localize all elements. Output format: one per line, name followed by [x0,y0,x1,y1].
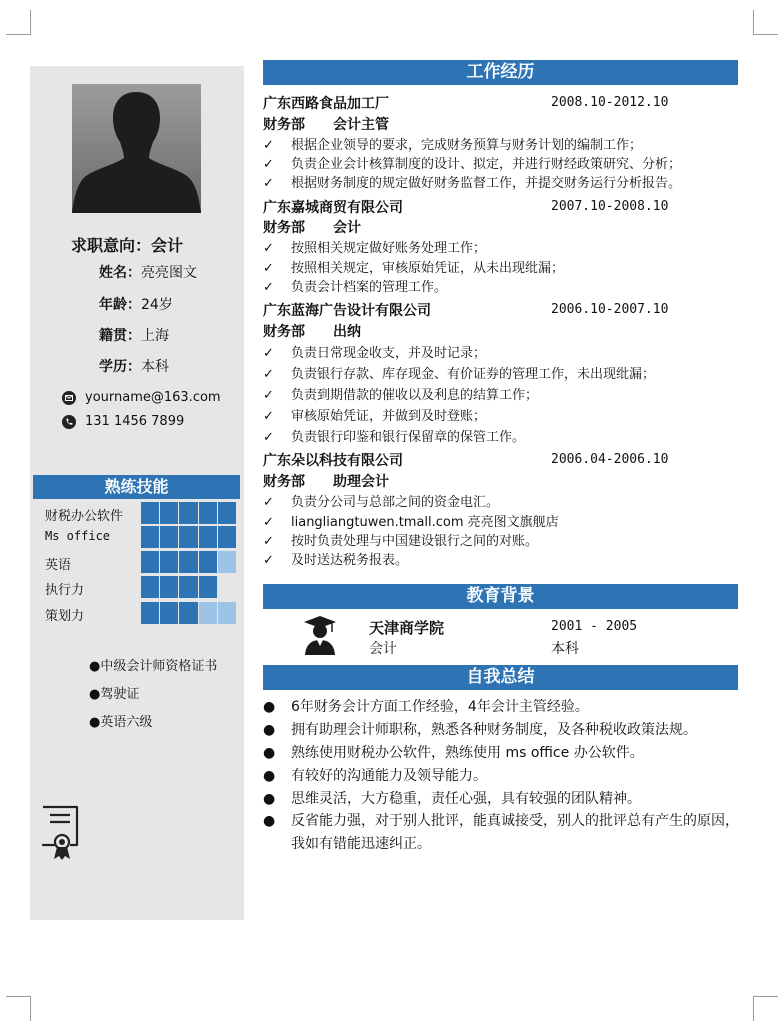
education-major: 会计 [369,641,397,657]
summary-item: ● 熟练使用财税办公软件，熟练使用 ms office 办公软件。 [263,742,743,765]
info-age: 年龄：24岁 [99,297,173,313]
check-icon: ✓ [263,388,274,403]
check-icon: ✓ [263,261,274,276]
profile-photo [72,84,201,213]
graduate-icon [302,615,338,655]
check-icon: ✓ [263,346,274,361]
check-icon: ✓ [263,138,274,153]
duty-item: ✓ 负责企业会计核算制度的设计、拟定，并进行财经政策研究、分析； [263,157,682,172]
check-icon: ✓ [263,409,274,424]
bullet-icon: ● [263,722,276,738]
duty-item: ✓ 按时负责处理与中国建设银行之间的对账。 [263,534,539,549]
skill-level-bar [141,602,237,624]
skill-level-bar [141,551,237,573]
bullet-icon: ● [263,768,276,784]
skill-name: 执行力 [45,583,85,598]
check-icon: ✓ [263,176,274,191]
crop-mark-bottom-right [753,996,778,1021]
job-intent: 求职意向：会计 [71,236,184,255]
info-education: 学历：本科 [99,359,169,375]
company-name: 广东蓝海广告设计有限公司 [263,303,431,319]
skill-name: 英语 [45,558,72,573]
summary-item: ● 6年财务会计方面工作经验，4年会计主管经验。 [263,696,743,719]
summary-item: ● 有较好的沟通能力及领导能力。 [263,765,743,788]
job-role: 财务部 助理会计 [263,474,389,490]
check-icon: ✓ [263,515,274,530]
summary-item: ● 思维灵活，大方稳重，责任心强，具有较强的团队精神。 [263,788,743,811]
skill-level-bar [141,502,237,524]
summary-item: ● 拥有助理会计师职称，熟悉各种财务制度，及各种税收政策法规。 [263,719,743,742]
skill-level-bar [141,526,237,548]
check-icon: ✓ [263,157,274,172]
duty-item: ✓ 负责分公司与总部之间的资金电汇。 [263,495,500,510]
bullet-icon: ● [263,745,276,761]
education-degree: 本科 [551,641,579,657]
duty-item: ✓ 负责到期借款的催收以及利息的结算工作； [263,388,539,403]
check-icon: ✓ [263,241,274,256]
job-period: 2006.10-2007.10 [551,302,669,317]
company-name: 广东朵以科技有限公司 [263,453,403,469]
job-role: 财务部 会计 [263,220,361,236]
certificate-icon [40,805,80,861]
duty-item: ✓ 及时送达税务报表。 [263,553,409,568]
person-silhouette-icon [72,84,201,213]
phone-icon [62,415,76,429]
summary-header: 自我总结 [263,665,738,690]
check-icon: ✓ [263,553,274,568]
skill-row [33,525,240,549]
skill-row [33,601,240,625]
duty-item: ✓ 负责会计档案的管理工作。 [263,280,448,295]
company-name: 广东嘉城商贸有限公司 [263,200,403,216]
job-role: 财务部 会计主管 [263,117,389,133]
skills-header: 熟练技能 [33,475,240,499]
check-icon: ✓ [263,534,274,549]
bullet-icon: ● [263,813,276,829]
skill-row [33,550,240,574]
skill-name: Ms office [45,529,111,543]
certificate-item: ●英语六级 [89,715,153,730]
contact-email: yourname@163.com [62,390,221,405]
skill-name: 财税办公软件 [45,509,124,524]
info-name: 姓名：亮亮图文 [99,265,197,281]
check-icon: ✓ [263,495,274,510]
education-years: 2001 - 2005 [551,619,638,634]
email-icon [62,391,76,405]
job-period: 2007.10-2008.10 [551,199,669,214]
skill-row [33,501,240,525]
school-name: 天津商学院 [369,619,445,637]
duty-item: ✓ 根据财务制度的规定做好财务监督工作，并提交财务运行分析报告。 [263,176,682,191]
work-header: 工作经历 [263,60,738,85]
job-role: 财务部 出纳 [263,324,361,340]
duty-item: ✓ 负责银行印鉴和银行保留章的保管工作。 [263,430,526,445]
crop-mark-top-right [753,10,778,35]
check-icon: ✓ [263,430,274,445]
duty-item: ✓ 按照相关规定，审核原始凭证，从未出现纰漏； [263,261,565,276]
skill-row [33,575,240,599]
duty-item: ✓ 根据企业领导的要求，完成财务预算与财务计划的编制工作； [263,138,643,153]
bullet-icon: ● [263,791,276,807]
check-icon: ✓ [263,280,274,295]
job-period: 2008.10-2012.10 [551,95,669,110]
certificate-item: ●中级会计师资格证书 [89,659,218,674]
skill-level-bar [141,576,237,598]
summary-item: ● 反省能力强，对于别人批评，能真诚接受，别人的批评总有产生的原因，我如有错能迅速纠正。 [263,810,743,856]
company-name: 广东西路食品加工厂 [263,96,389,112]
duty-item: ✓ 负责日常现金收支，并及时记录； [263,346,487,361]
info-hometown: 籍贯：上海 [99,328,169,344]
job-period: 2006.04-2006.10 [551,452,669,467]
crop-mark-bottom-left [6,996,31,1021]
skill-name: 策划力 [45,609,85,624]
duty-item: ✓ liangliangtuwen.tmall.com 亮亮图文旗舰店 [263,515,559,530]
check-icon: ✓ [263,367,274,382]
duty-item: ✓ 按照相关规定做好账务处理工作； [263,241,487,256]
crop-mark-top-left [6,10,31,35]
duty-item: ✓ 审核原始凭证，并做到及时登账； [263,409,487,424]
duty-item: ✓ 负责银行存款、库存现金、有价证券的管理工作，未出现纰漏； [263,367,656,382]
contact-phone: 131 1456 7899 [62,414,184,429]
certificate-item: ●驾驶证 [89,687,140,702]
education-header: 教育背景 [263,584,738,609]
bullet-icon: ● [263,699,276,715]
